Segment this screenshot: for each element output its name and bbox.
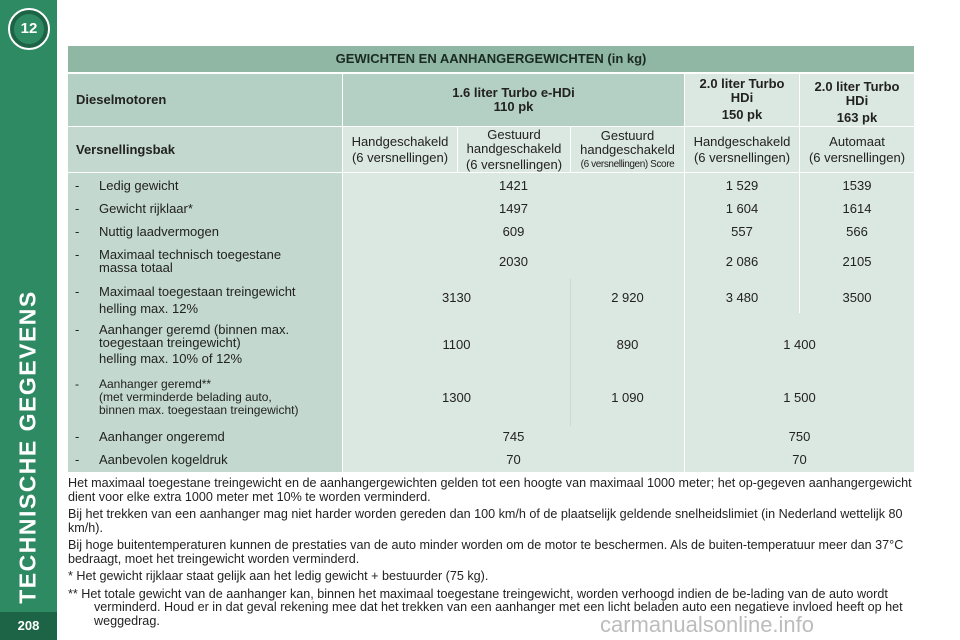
- row-6-value-a: 1100: [442, 337, 471, 352]
- gearbox-5: [800, 127, 914, 172]
- row-2-value-2: 1 604: [725, 201, 759, 216]
- row-7-value-b: 1 090: [611, 390, 644, 405]
- row-7-value-a: 1300: [442, 390, 471, 405]
- watermark: carmanualsonline.info: [600, 612, 815, 637]
- row-label-text: toegestaan treingewicht): [99, 335, 241, 350]
- chapter-sidebar: [0, 0, 57, 640]
- note-temperature: Bij hoge buitentemperaturen kunnen de prestaties van de auto minder worden om de motor te beschermen. Als de buiten-temperatuur meer dan 37°C bedraagt, moet het treingewicht worden verminderd.: [68, 538, 904, 566]
- row-label-text: Aanhanger geremd**: [99, 377, 212, 391]
- column-divider: [684, 173, 685, 472]
- gearbox-3-gears: (6 versnellingen) Score: [580, 158, 675, 170]
- gearbox-2: [458, 127, 570, 172]
- chapter-number: 12: [14, 14, 44, 44]
- row-2-value-1: 1497: [499, 201, 528, 216]
- row-4-value-2: 2 086: [725, 254, 759, 269]
- row-label-text: binnen max. toegestaan treingewicht): [99, 403, 299, 417]
- gearbox-1-gears: (6 versnellingen): [351, 149, 449, 165]
- row-label-text: Gewicht rijklaar*: [99, 201, 193, 216]
- table-title: GEWICHTEN EN AANHANGERGEWICHTEN (in kg): [68, 46, 914, 72]
- engine-3-power: 163 pk: [836, 110, 878, 125]
- row-1-value-3: 1539: [842, 178, 872, 193]
- row-label-text: Aanhanger geremd (binnen max.: [99, 322, 290, 337]
- page-number: 208: [0, 612, 57, 640]
- gearbox-2-type: Gestuurd: [487, 126, 541, 142]
- row-3-value-1: 609: [502, 224, 525, 239]
- gearbox-4-gears: (6 versnellingen): [693, 149, 791, 165]
- row-label-text: Ledig gewicht: [99, 178, 179, 193]
- engine-header-3: [800, 74, 914, 126]
- row-3-value-2: 557: [731, 224, 753, 239]
- note-footnote-2: ** Het totale gewicht van de aanhanger kan, binnen het maximaal toegestane treingewicht, worden verhoogd indien de be-lading van de auto wordt verminderd. Houd er in dat geval rekening mee dat het trekken van een aanhanger met een licht beladen auto een negatieve invloed heeft op het weggedrag.: [68, 586, 903, 628]
- gearbox-label: Versnellingsbak: [76, 141, 175, 157]
- row-4-value-1: 2030: [499, 254, 528, 269]
- row-5-value-a: 3130: [442, 290, 471, 305]
- row-5-value-3: 3500: [842, 290, 872, 305]
- engine-2-power: 150 pk: [721, 107, 763, 122]
- row-1-value-1: 1421: [499, 178, 528, 193]
- row-4-value-3: 2105: [842, 254, 872, 269]
- engine-3-name: 2.0 liter Turbo: [814, 79, 900, 94]
- gearbox-1-type: Handgeschakeld: [351, 133, 449, 149]
- row-6-value-b: 890: [616, 337, 639, 352]
- gearbox-1: [343, 127, 457, 172]
- gearbox-3-subtype: handgeschakeld: [580, 141, 675, 157]
- row-5-value-2: 3 480: [725, 290, 759, 305]
- row-label-text: helling max. 10% of 12%: [99, 351, 243, 366]
- chapter-badge: [8, 8, 50, 50]
- row-label-text: massa totaal: [99, 260, 173, 275]
- note-altitude: Het maximaal toegestane treingewicht en de aanhangergewichten gelden tot een hoogte van maximaal 1000 meter; het op-gegeven aanhangergewicht dient voor elke extra 1000 meter met 10% te worden verminderd.: [68, 476, 912, 504]
- gearbox-3-type: Gestuurd: [600, 127, 655, 143]
- gearbox-5-type: Automaat: [829, 133, 885, 149]
- engine-1-name: 1.6 liter Turbo e-HDi: [452, 85, 575, 100]
- row-label-text: Aanhanger ongeremd: [99, 429, 225, 444]
- row-label-text: Nuttig laadvermogen: [99, 224, 219, 239]
- row-2-value-3: 1614: [842, 201, 872, 216]
- row-label-text: Maximaal technisch toegestane: [99, 247, 282, 262]
- gearbox-2-gears: (6 versnellingen): [465, 156, 563, 172]
- row-5-value-b: 2 920: [611, 290, 644, 305]
- weights-table: GEWICHTEN EN AANHANGERGEWICHTEN (in kg) Dieselmotoren 1.6 liter Turbo e-HDi 110 pk 2.0 liter Turbo HDi 150 pk 2.0 liter Turbo HDi 163 pk Versnellingsbak Handgeschakeld (6 versnellingen) Gestuurd handgeschakeld (6 versnellingen) Gestuurd handgeschakeld (6 versnellingen) Score Handgeschakeld (6 versnellingen) Automaat (6 versnellingen) - Ledig gewicht 1421 1 529 1539 - Gewicht rijklaar* 1497 1 604 1614 - Nuttig laadvermogen 609 557 566 - Maximaal technisch toegestane massa totaal 2030 2 086 2105 - Maximaal toegestaan treingewicht helling max. 12% 3130 2 920 3 480 3500 - Aanhanger geremd (binnen max. toegestaan treingewicht) helling max. 10% of 12% 1100 890 1 400 - Aanhanger geremd** (met verminderde belading auto, binnen max. toegestaan treingewicht) 1300 1 090 1 500 - Aanhanger ongeremd 745 750 - Aanbevolen kogeldruk 70 70: [68, 46, 914, 472]
- engine-2-type: HDi: [730, 90, 754, 105]
- gearbox-2-subtype: handgeschakeld: [466, 140, 562, 156]
- engine-header-1: [343, 74, 684, 126]
- row-7-value-23: 1 500: [783, 390, 816, 405]
- engine-label: Dieselmotoren: [76, 92, 167, 107]
- gearbox-label-cell: [68, 127, 342, 172]
- gearbox-3: [571, 127, 684, 172]
- note-footnote-1: * Het gewicht rijklaar staat gelijk aan het ledig gewicht + bestuurder (75 kg).: [68, 569, 489, 583]
- gearbox-4: [685, 127, 799, 172]
- row-1-value-2: 1 529: [725, 178, 759, 193]
- gearbox-4-type: Handgeschakeld: [693, 133, 791, 149]
- gearbox-5-gears: (6 versnellingen): [808, 149, 906, 165]
- note-speed: Bij het trekken van een aanhanger mag niet harder worden gereden dan 100 km/h of de plaatselijk geldende snelheidslimiet (in Nederland wettelijk 80 km/h).: [68, 507, 903, 535]
- row-label-text: Aanbevolen kogeldruk: [99, 452, 228, 467]
- values-bg: [343, 173, 914, 472]
- row-3-value-3: 566: [846, 224, 868, 239]
- row-label-text: (met verminderde belading auto,: [99, 390, 272, 404]
- row-label-text: Maximaal toegestaan treingewicht: [99, 284, 296, 299]
- engine-2-name: 2.0 liter Turbo: [699, 76, 785, 91]
- row-label-text: helling max. 12%: [99, 301, 198, 316]
- chapter-title: TECHNISCHE GEGEVENS: [14, 290, 41, 604]
- row-8-value-1: 745: [502, 429, 525, 444]
- row-6-value-23: 1 400: [783, 337, 816, 352]
- engine-1-power: 110 pk: [493, 99, 534, 114]
- row-8-value-23: 750: [788, 429, 811, 444]
- row-9-value-23: 70: [792, 452, 807, 467]
- engine-header-2: [685, 74, 799, 126]
- notes: [68, 477, 914, 632]
- engine-3-type: HDi: [845, 93, 869, 108]
- row-9-value-1: 70: [506, 452, 521, 467]
- engine-label-cell: [68, 74, 342, 126]
